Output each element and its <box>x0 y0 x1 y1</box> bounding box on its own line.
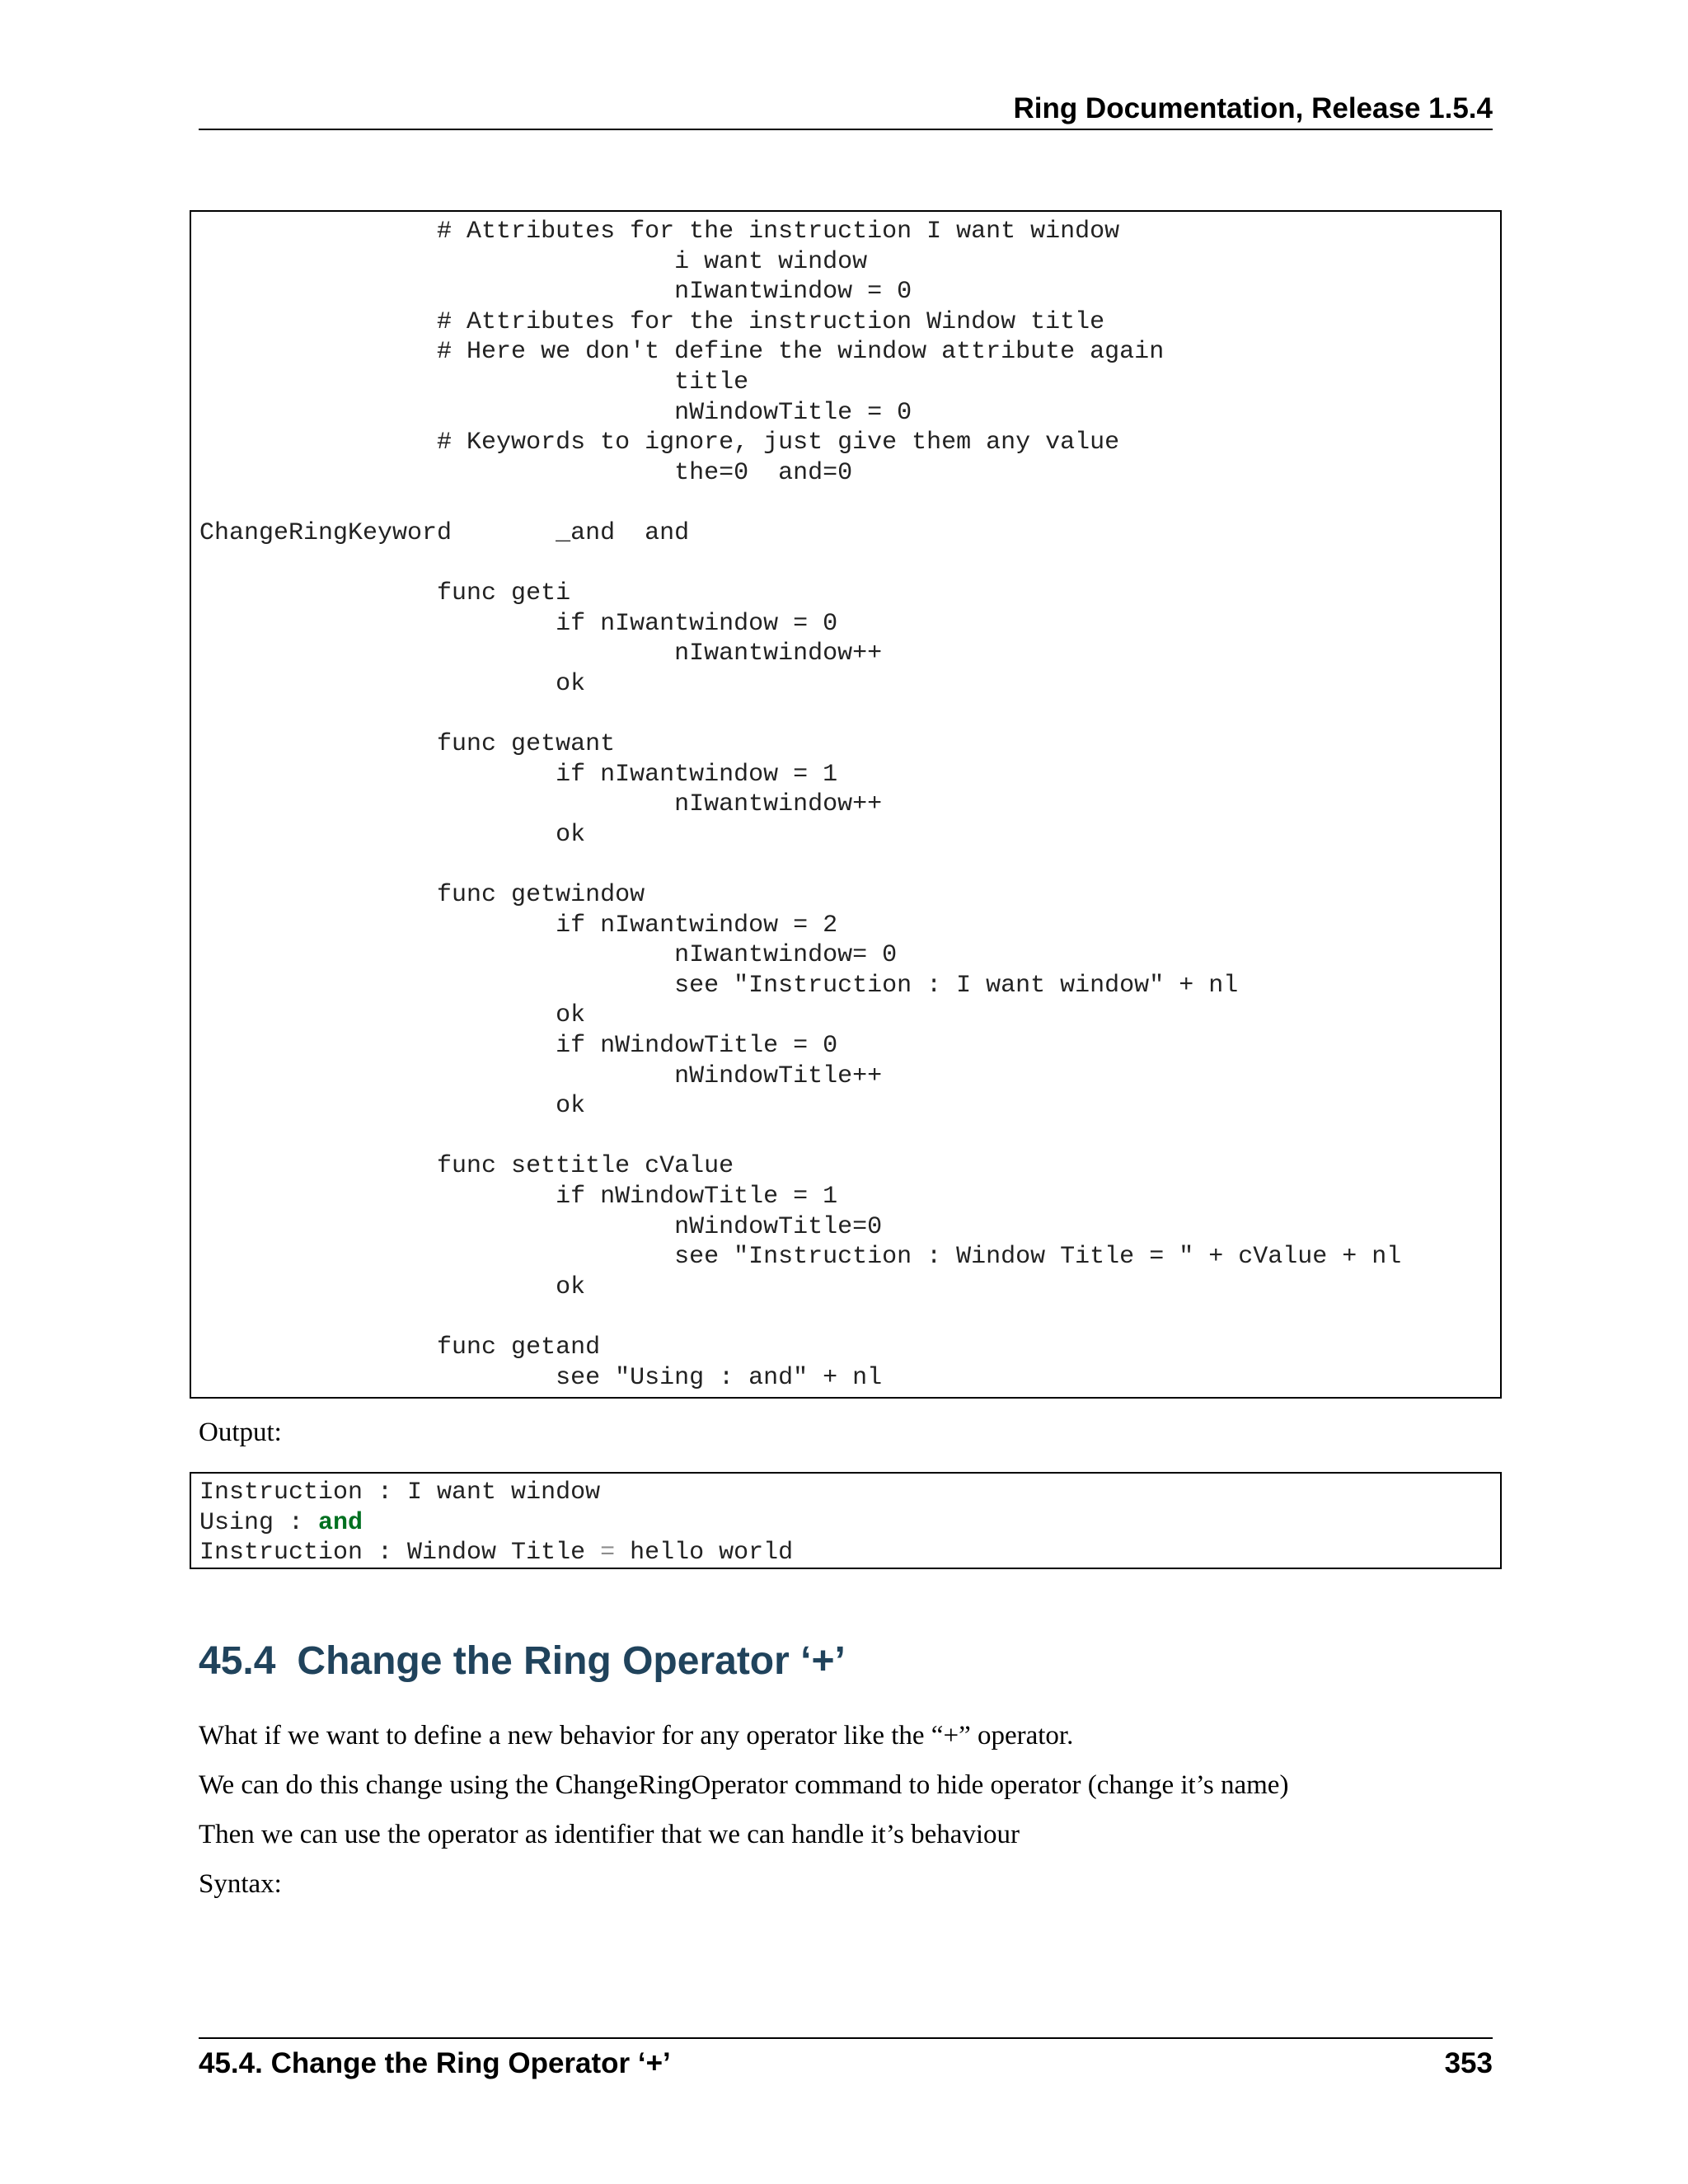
output-line-3-suffix: hello world <box>615 1539 794 1568</box>
page-number: 353 <box>1444 2047 1493 2079</box>
output-line-3 <box>199 1538 1500 1568</box>
section-title: Change the Ring Operator ‘+’ <box>297 1639 846 1683</box>
code-line: nWindowTitle = 0 <box>199 398 912 427</box>
code-line: nIwantwindow++ <box>199 790 883 819</box>
output-label: Output: <box>199 1418 282 1447</box>
code-line: see "Instruction : Window Title = " + cValue + nl <box>199 1243 1402 1272</box>
code-line: if nIwantwindow = 2 <box>199 911 838 940</box>
code-line <box>199 1122 1500 1152</box>
page-header <box>199 89 1493 130</box>
code-line <box>199 700 1500 730</box>
code-line: func getand <box>199 1333 601 1361</box>
output-line-2-prefix: Using : <box>199 1508 319 1537</box>
code-block-output <box>190 1472 1502 1569</box>
code-line: nIwantwindow++ <box>199 640 883 668</box>
section-heading <box>199 1638 846 1685</box>
page-footer <box>199 2037 1493 2088</box>
code-line: nIwantwindow= 0 <box>199 941 898 970</box>
code-line: see "Instruction : I want window" + nl <box>199 971 1239 1000</box>
output-line-2 <box>199 1508 1500 1539</box>
code-line: ok <box>199 1092 586 1121</box>
code-line: # Attributes for the instruction I want window <box>199 218 1120 246</box>
code-line: ok <box>199 669 586 698</box>
code-line: nWindowTitle=0 <box>199 1212 883 1241</box>
code-line: func getwant <box>199 730 616 759</box>
output-line-3-prefix: Instruction : Window Title <box>199 1539 601 1568</box>
output-line-1-text: Instruction : I want window <box>199 1479 601 1507</box>
section-number: 45.4 <box>199 1639 276 1683</box>
code-line: if nIwantwindow = 0 <box>199 609 838 638</box>
code-line: i want window <box>199 247 868 276</box>
document-title: Ring Documentation, Release 1.5.4 <box>1013 92 1493 124</box>
code-line: nIwantwindow = 0 <box>199 278 912 307</box>
code-line: title <box>199 368 749 396</box>
output-line-1 <box>199 1478 1500 1508</box>
code-line: func getwindow <box>199 881 645 910</box>
paragraph-2: We can do this change using the ChangeRingOperator command to hide operator (change it’s name) <box>199 1770 1289 1800</box>
code-line: # Keywords to ignore, just give them any value <box>199 429 1120 457</box>
code-line: # Here we don't define the window attribute again <box>199 338 1165 367</box>
code-line: the=0 and=0 <box>199 458 853 487</box>
code-line <box>199 1302 1500 1333</box>
code-line: ChangeRingKeyword _and and <box>199 518 690 547</box>
code-line: # Attributes for the instruction Window title <box>199 307 1105 336</box>
code-line <box>199 850 1500 880</box>
code-line: ok <box>199 1001 586 1030</box>
code-line <box>199 549 1500 579</box>
code-block-program <box>190 210 1502 1399</box>
code-line: nWindowTitle++ <box>199 1062 883 1090</box>
footer-section-ref: 45.4. Change the Ring Operator ‘+’ <box>199 2047 671 2079</box>
code-line: ok <box>199 820 586 849</box>
code-line: if nIwantwindow = 1 <box>199 760 838 789</box>
code-line: func settitle cValue <box>199 1152 734 1181</box>
paragraph-3: Then we can use the operator as identifier that we can handle it’s behaviour <box>199 1820 1020 1849</box>
code-line: ok <box>199 1272 586 1301</box>
output-operator-equals: = <box>600 1539 616 1568</box>
paragraph-syntax-label: Syntax: <box>199 1869 282 1899</box>
code-line <box>199 488 1500 518</box>
code-line: see "Using : and" + nl <box>199 1363 883 1392</box>
paragraph-1: What if we want to define a new behavior for any operator like the “+” operator. <box>199 1721 1074 1750</box>
code-line: func geti <box>199 579 571 608</box>
code-line: if nWindowTitle = 0 <box>199 1032 838 1061</box>
code-line: if nWindowTitle = 1 <box>199 1183 838 1211</box>
output-keyword-and: and <box>318 1508 363 1537</box>
